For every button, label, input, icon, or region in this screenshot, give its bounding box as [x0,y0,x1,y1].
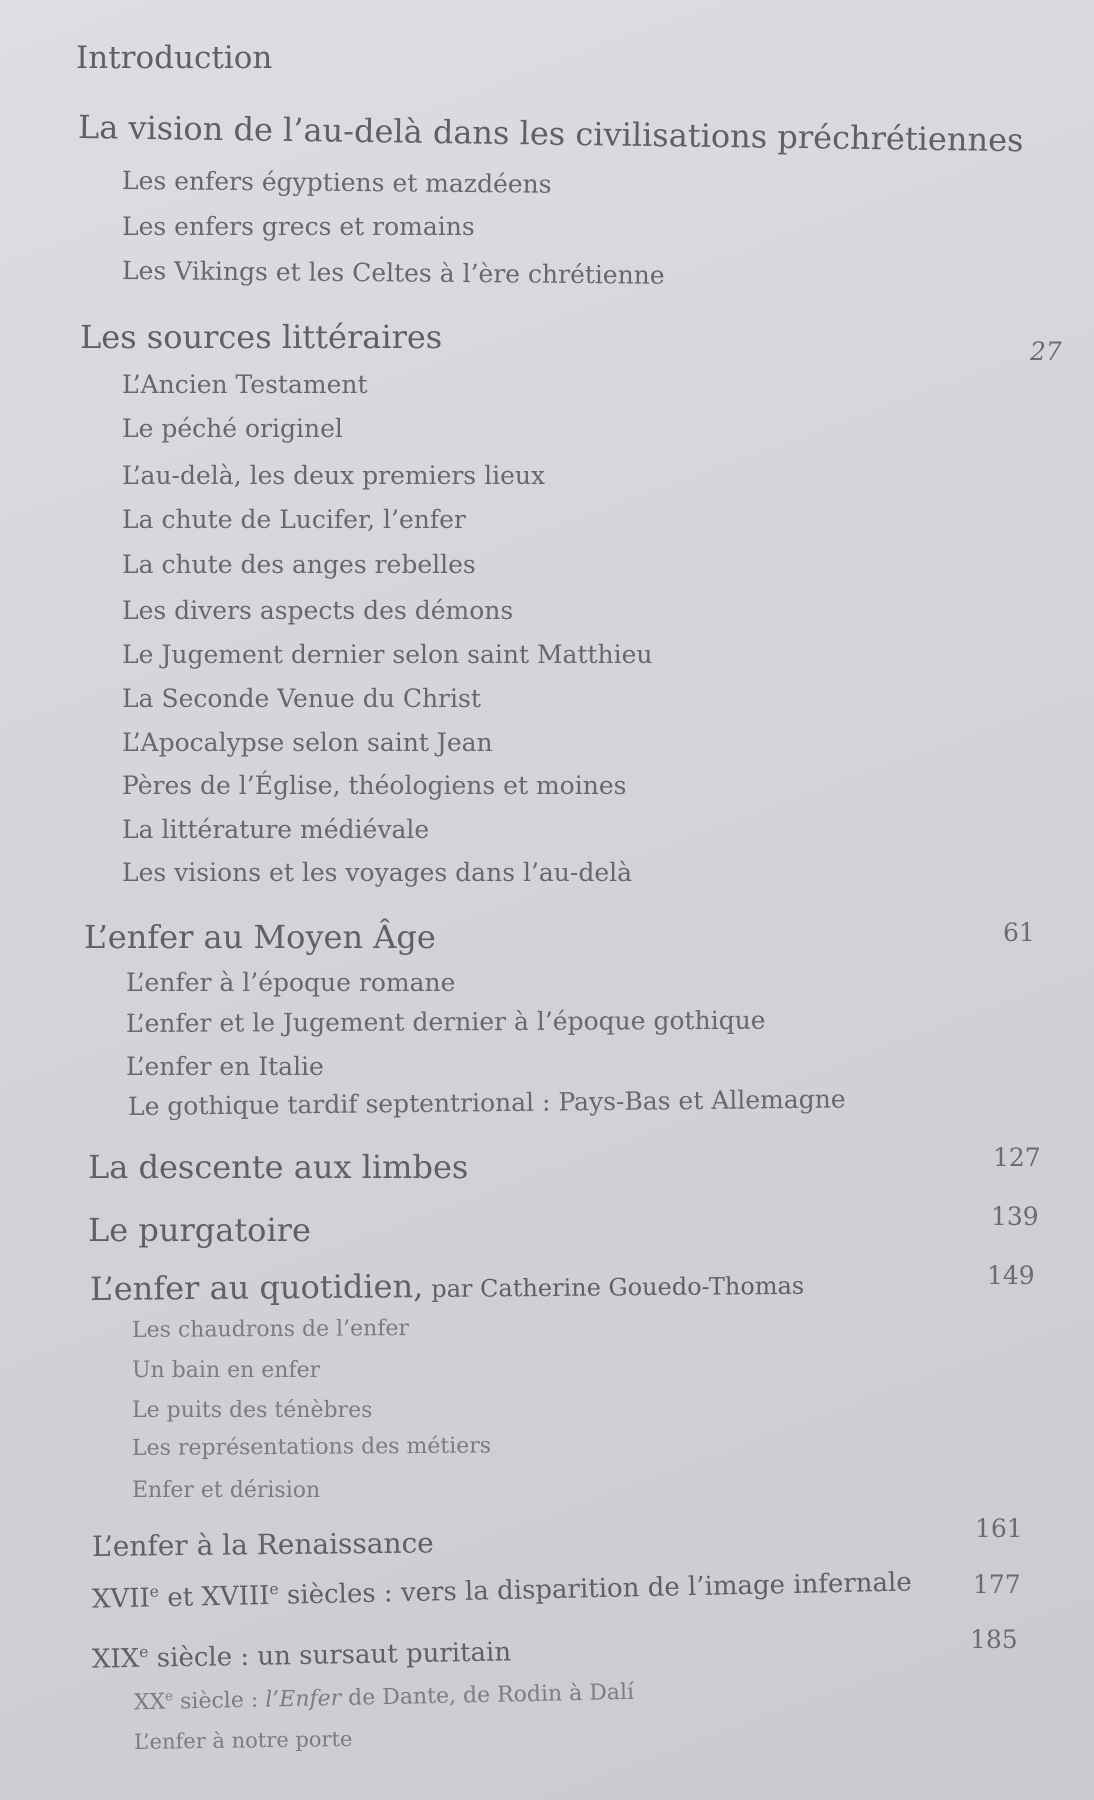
toc-purgatoire-page: 139 [991,1202,1039,1231]
toc-xvii-part-a: XVII [91,1583,151,1615]
toc-quotidien-title-text: L’enfer au quotidien, [89,1267,424,1308]
toc-quotidien-title [90,1264,804,1308]
toc-vision-title: La vision de l’au-delà dans les civilisations préchrétiennes [77,108,1024,160]
toc-quotidien-sub-4: Les représentations des métiers [131,1433,492,1461]
toc-moyen-age-title: L’enfer au Moyen Âge [84,918,436,956]
toc-renaissance-title: L’enfer à la Renaissance [91,1526,434,1563]
toc-quotidien-byline: par Catherine Gouedo-Thomas [431,1271,805,1304]
toc-moyen-age-sub-4: Le gothique tardif septentrional : Pays-Bas et Allemagne [127,1084,846,1121]
toc-sources-sub-2: Le péché originel [122,414,343,443]
toc-xix-page: 185 [970,1625,1018,1654]
toc-xix-part-b: siècle : un sursaut puritain [148,1637,512,1674]
toc-limbes-page: 127 [993,1143,1041,1172]
toc-xix-sup-a: e [139,1643,149,1662]
toc-sources-title: Les sources littéraires [80,318,443,356]
toc-sources-sub-11: La littérature médiévale [122,815,430,844]
toc-quotidien-page: 149 [987,1261,1035,1290]
toc-xvii-sup-b: e [269,1580,279,1599]
toc-xix-sub1-part-a: XX [133,1689,166,1716]
toc-moyen-age-sub-1: L’enfer à l’époque romane [126,968,456,997]
toc-xvii-title [92,1567,912,1615]
toc-vision-sub-1: Les enfers égyptiens et mazdéens [121,166,552,199]
toc-xix-sub-2: L’enfer à notre porte [133,1726,353,1754]
toc-sources-sub-10: Pères de l’Église, théologiens et moines [122,771,627,800]
toc-quotidien-sub-1: Les chaudrons de l’enfer [131,1316,410,1343]
toc-sources-sub-6: Les divers aspects des démons [122,596,514,625]
toc-xix-sub1-part-b: siècle : [172,1687,266,1715]
toc-xix-sub1-em: l’Enfer [264,1685,342,1713]
toc-purgatoire-title: Le purgatoire [88,1211,311,1249]
toc-quotidien-sub-2: Un bain en enfer [132,1358,321,1383]
toc-xvii-part-c: siècles : vers la disparition de l’image infernale [278,1567,913,1611]
toc-vision-sub-3: Les Vikings et les Celtes à l’ère chrétienne [121,256,665,290]
toc-sources-sub-3: L’au-delà, les deux premiers lieux [122,461,546,490]
toc-xvii-page: 177 [973,1570,1021,1599]
toc-sources-sub-12: Les visions et les voyages dans l’au-delà [122,858,633,887]
toc-moyen-age-sub-3: L’enfer en Italie [126,1052,324,1081]
toc-introduction-page: 9 [1043,66,1057,91]
toc-xix-sub1-part-c: de Dante, de Rodin à Dalí [340,1679,635,1711]
toc-moyen-age-page: 61 [1003,918,1035,947]
toc-renaissance-page: 161 [975,1514,1023,1543]
toc-sources-sub-8: La Seconde Venue du Christ [122,684,481,713]
toc-xix-sub1-sup: e [165,1689,174,1705]
toc-quotidien-sub-3: Le puits des ténèbres [132,1398,373,1423]
toc-xix-part-a: XIX [91,1643,140,1675]
toc-xix-title [92,1637,512,1675]
toc-xix-sub-1 [134,1680,635,1716]
toc-moyen-age-sub-2: L’enfer et le Jugement dernier à l’époque gothique [125,1005,766,1038]
toc-sources-sub-1: L’Ancien Testament [122,370,368,399]
toc-sources-sub-4: La chute de Lucifer, l’enfer [122,505,466,534]
toc-limbes-title: La descente aux limbes [88,1148,469,1186]
toc-sources-page: 27 [1030,337,1062,366]
toc-introduction: Introduction [76,40,273,76]
toc-vision-sub-2: Les enfers grecs et romains [122,212,475,241]
toc-xvii-part-b: et XVIII [158,1580,270,1614]
toc-quotidien-sub-5: Enfer et dérision [132,1478,321,1503]
toc-sources-sub-5: La chute des anges rebelles [122,550,476,579]
toc-xvii-sup-a: e [149,1582,160,1601]
toc-sources-sub-7: Le Jugement dernier selon saint Matthieu [122,640,653,669]
toc-sources-sub-9: L’Apocalypse selon saint Jean [122,728,493,757]
